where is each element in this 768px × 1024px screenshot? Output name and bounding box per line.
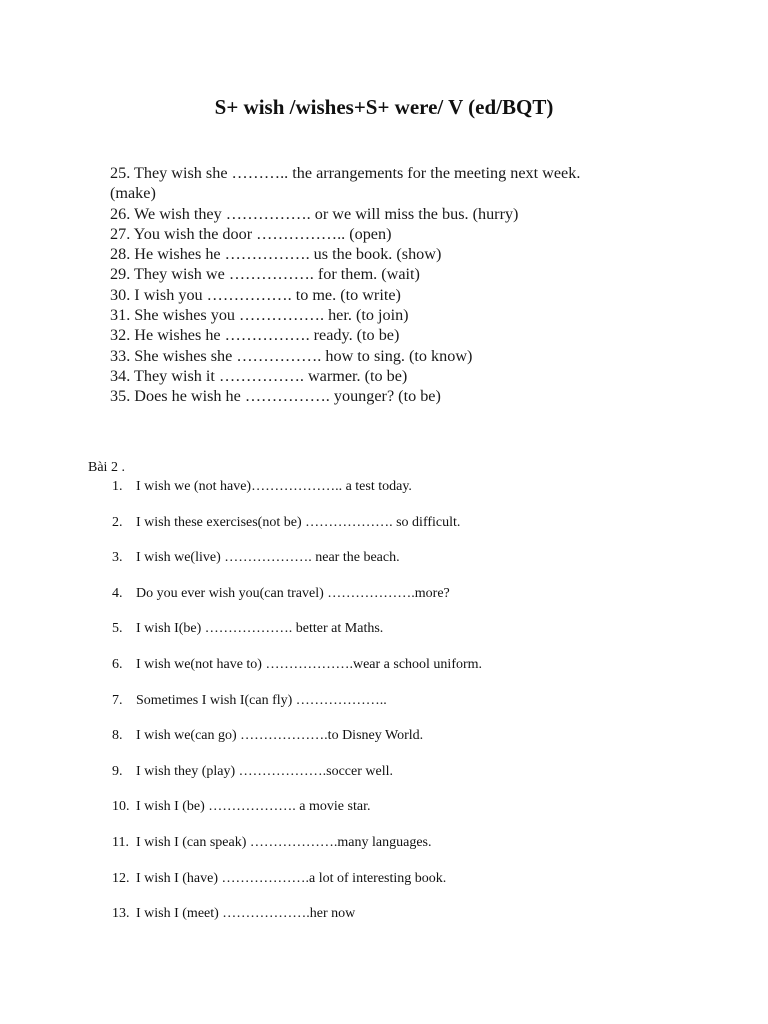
list-item xyxy=(112,870,732,906)
item-number: 9. xyxy=(112,763,123,779)
item-text: Do you ever wish you(can travel) ……………….more? xyxy=(136,585,450,601)
item-text: I wish these exercises(not be) ………………. so difficult. xyxy=(136,514,461,530)
item-text: I wish they (play) ……………….soccer well. xyxy=(136,763,393,779)
item-number: 8. xyxy=(112,728,123,744)
exercise-line: 30. I wish you ……………. to me. (to write) xyxy=(110,285,401,304)
item-number: 6. xyxy=(112,656,123,672)
exercise-list-2 xyxy=(112,478,732,941)
exercise-line: 27. You wish the door …………….. (open) xyxy=(110,224,392,243)
list-item xyxy=(112,834,732,870)
item-number: 4. xyxy=(112,585,123,601)
exercise-line: 31. She wishes you ……………. her. (to join) xyxy=(110,306,409,325)
list-item xyxy=(112,763,732,799)
list-item xyxy=(112,514,732,550)
exercise-line: 29. They wish we ……………. for them. (wait) xyxy=(110,265,420,284)
exercise-line: 28. He wishes he ……………. us the book. (show) xyxy=(110,245,442,264)
page-title: S+ wish /wishes+S+ were/ V (ed/BQT) xyxy=(214,95,554,119)
item-number: 13. xyxy=(112,906,130,922)
list-item xyxy=(112,692,732,728)
item-text: Sometimes I wish I(can fly) ……………….. xyxy=(136,692,387,708)
list-item xyxy=(112,585,732,621)
item-number: 2. xyxy=(112,514,123,530)
item-number: 7. xyxy=(112,692,123,708)
exercise-line: 26. We wish they ……………. or we will miss the bus. (hurry) xyxy=(110,204,519,223)
exercise-line: 35. Does he wish he ……………. younger? (to be) xyxy=(110,387,441,406)
item-text: I wish we(live) ………………. near the beach. xyxy=(136,550,400,566)
list-item xyxy=(112,656,732,692)
item-number: 3. xyxy=(112,550,123,566)
item-number: 1. xyxy=(112,479,123,494)
list-item xyxy=(112,727,732,763)
section-2-label: Bài 2 . xyxy=(88,460,125,475)
item-text: I wish I(be) ………………. better at Maths. xyxy=(136,621,384,637)
item-text: I wish I (can speak) ……………….many languages. xyxy=(136,834,432,850)
item-number: 10. xyxy=(112,799,130,815)
item-text: I wish we (not have)……………….. a test today. xyxy=(136,479,412,494)
item-text: I wish we(can go) ……………….to Disney World. xyxy=(136,728,424,744)
list-item xyxy=(112,478,732,514)
exercise-line: 33. She wishes she ……………. how to sing. (to know) xyxy=(110,346,473,365)
exercise-block-1 xyxy=(110,163,710,407)
list-item xyxy=(112,620,732,656)
exercise-line: 32. He wishes he ……………. ready. (to be) xyxy=(110,326,400,345)
item-text: I wish we(not have to) ……………….wear a school uniform. xyxy=(136,656,483,672)
exercise-line: (make) xyxy=(110,184,156,203)
item-text: I wish I (have) ……………….a lot of interesting book. xyxy=(136,870,447,886)
item-number: 5. xyxy=(112,621,123,637)
list-item xyxy=(112,905,732,941)
list-item xyxy=(112,549,732,585)
exercise-line: 25. They wish she ……….. the arrangements for the meeting next week. xyxy=(110,164,581,182)
item-text: I wish I (be) ………………. a movie star. xyxy=(136,799,371,815)
item-text: I wish I (meet) ……………….her now xyxy=(136,906,356,922)
exercise-line: 34. They wish it ……………. warmer. (to be) xyxy=(110,366,408,385)
item-number: 11. xyxy=(112,834,129,850)
list-item xyxy=(112,798,732,834)
item-number: 12. xyxy=(112,870,130,886)
